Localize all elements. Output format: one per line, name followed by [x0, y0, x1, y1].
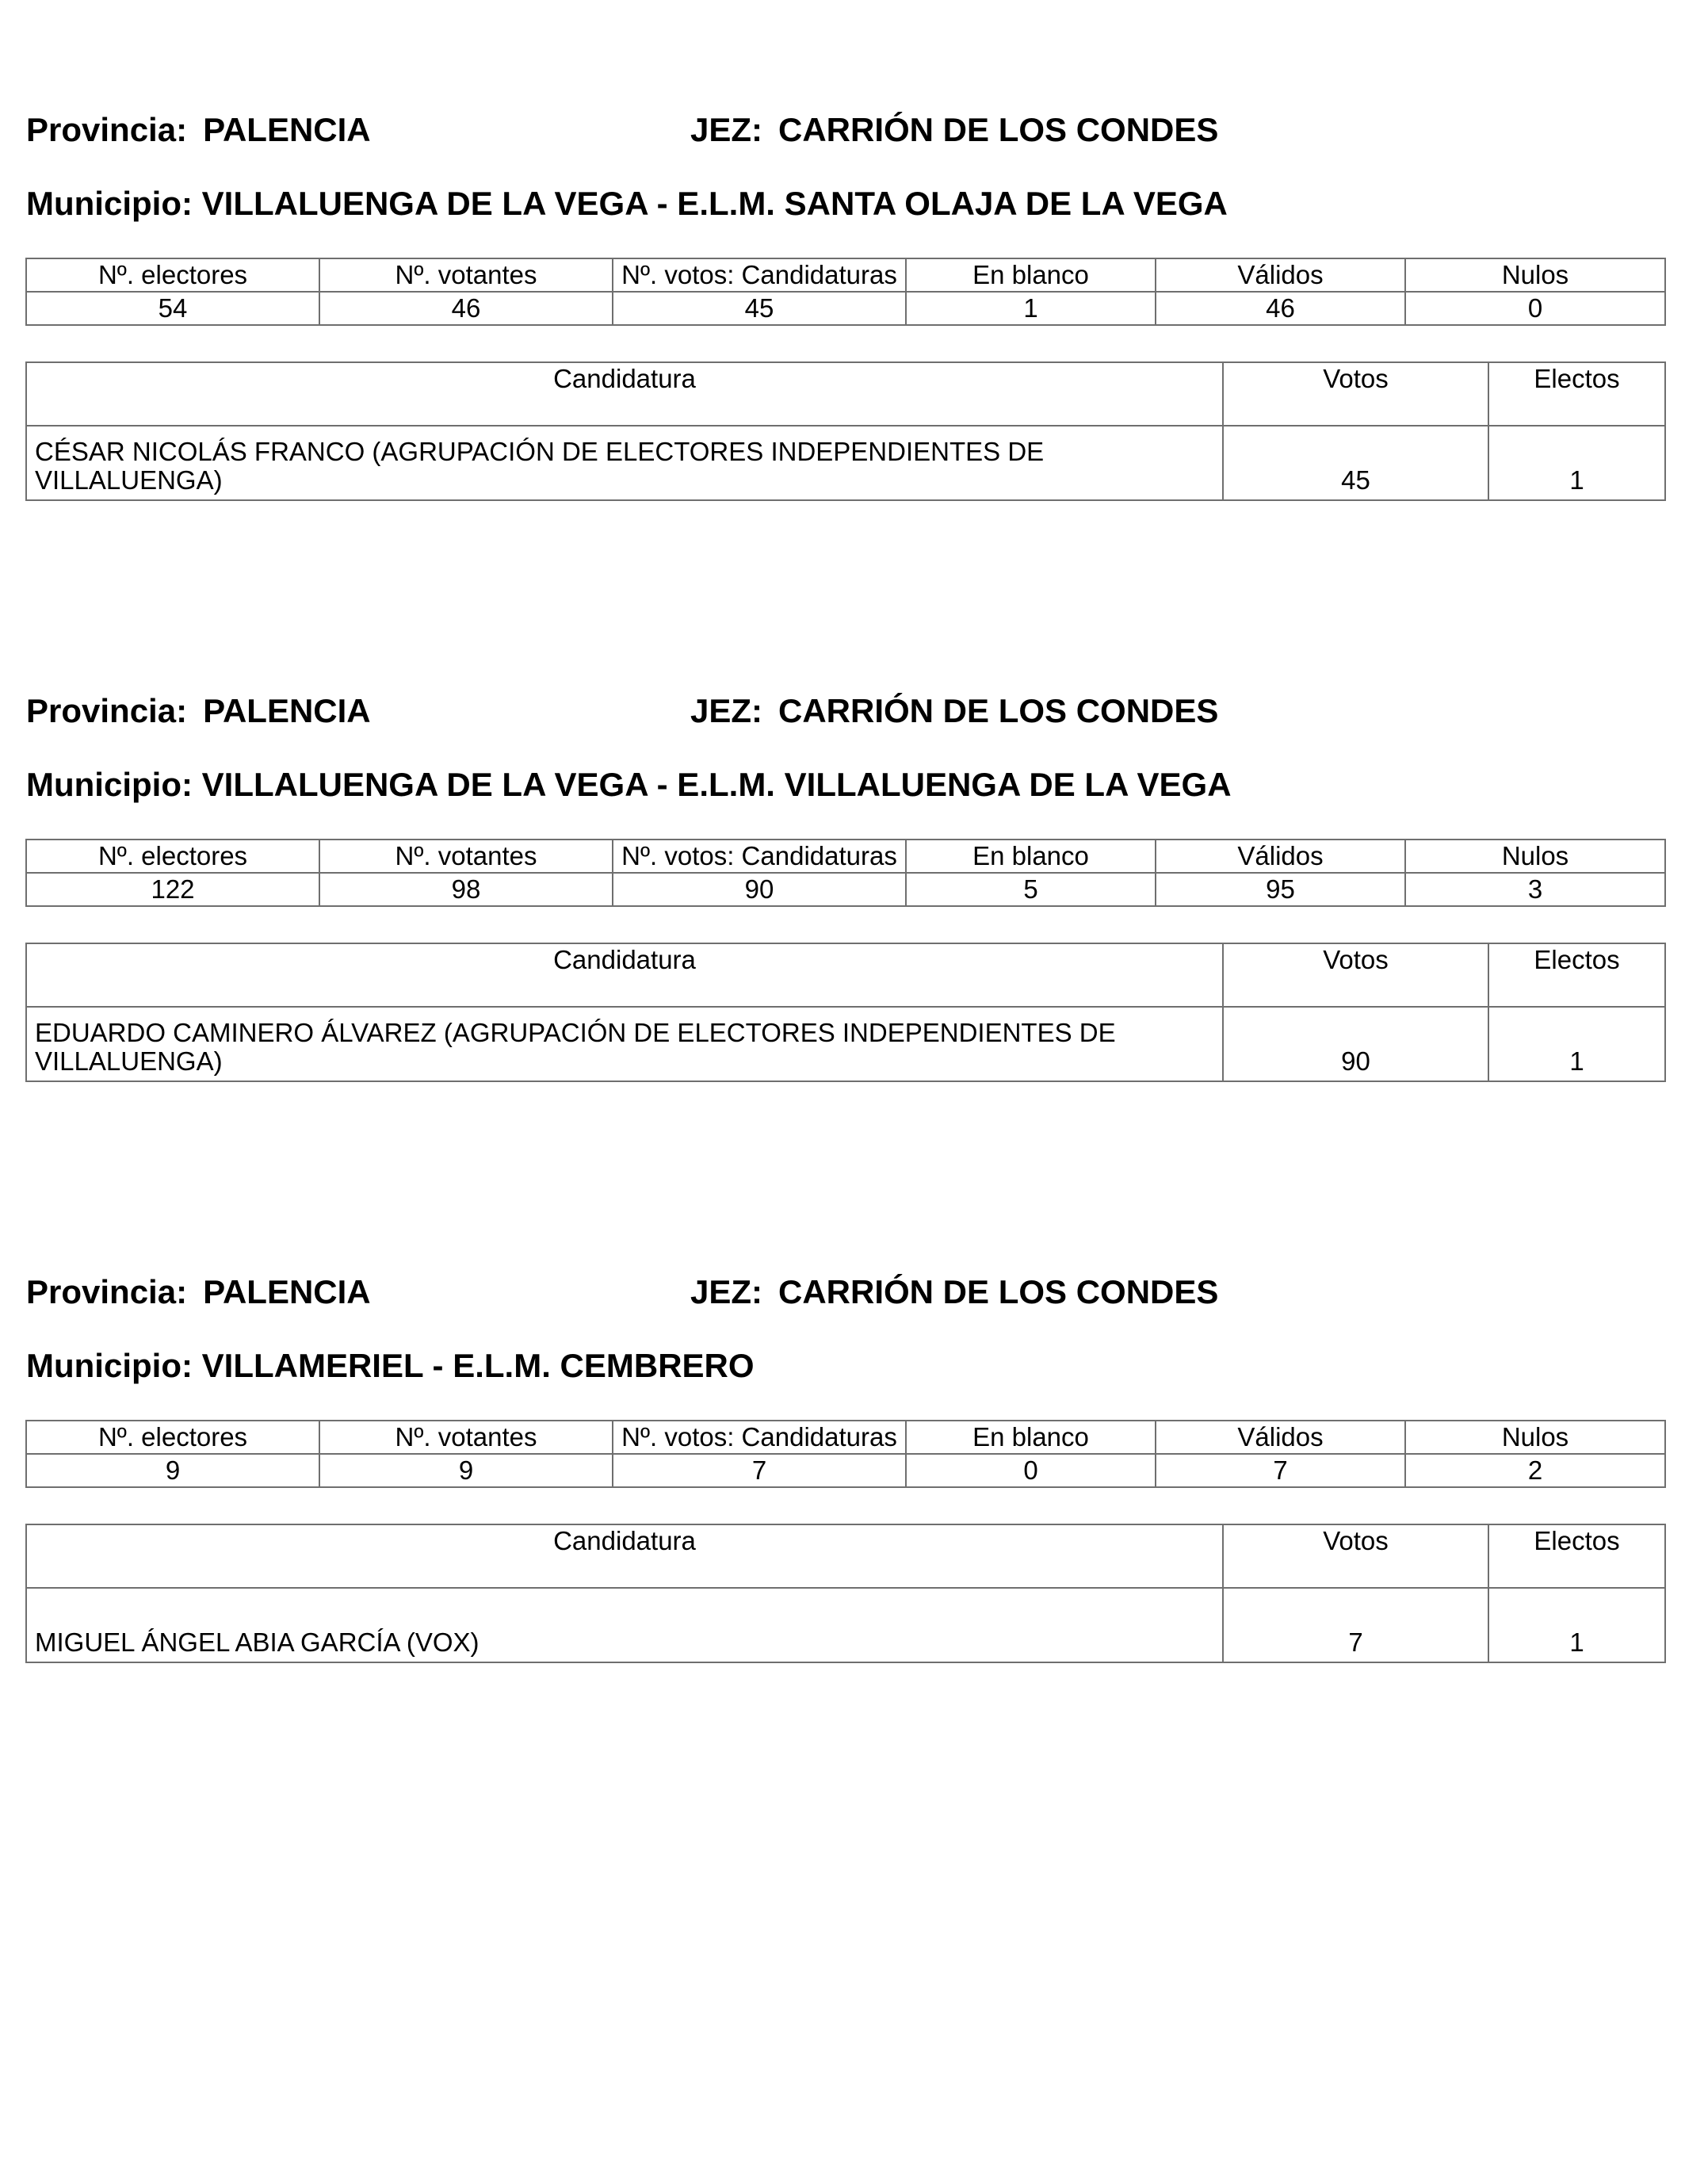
candidate-name: MIGUEL ÁNGEL ABIA GARCÍA (VOX)	[26, 1588, 1223, 1662]
candidatura-header: Candidatura	[26, 943, 1223, 1007]
jez-value: CARRIÓN DE LOS CONDES	[778, 692, 1219, 729]
provincia-value: PALENCIA	[203, 111, 371, 148]
stats-header-votos-candidaturas: Nº. votos: Candidaturas	[613, 1421, 906, 1454]
stats-header-electores: Nº. electores	[26, 840, 319, 873]
stats-value-validos: 95	[1156, 873, 1405, 906]
stats-header-votantes: Nº. votantes	[319, 1421, 613, 1454]
jez-label: JEZ:	[690, 111, 763, 148]
stats-table	[25, 258, 1666, 326]
municipio-line	[26, 1347, 755, 1385]
stats-value-row	[26, 1454, 1665, 1487]
candidates-table	[25, 1524, 1666, 1663]
result-section	[0, 0, 1685, 555]
municipio-label: Municipio:	[26, 185, 193, 222]
stats-table	[25, 839, 1666, 907]
candidates-header-row	[26, 362, 1665, 426]
table-row	[26, 1007, 1665, 1081]
jez-line	[690, 1273, 1218, 1311]
jez-line	[690, 692, 1218, 730]
stats-value-votos-candidaturas: 90	[613, 873, 906, 906]
stats-header-en-blanco: En blanco	[906, 1421, 1156, 1454]
stats-value-electores: 122	[26, 873, 319, 906]
votos-header: Votos	[1223, 943, 1488, 1007]
votos-header: Votos	[1223, 362, 1488, 426]
stats-value-votantes: 98	[319, 873, 613, 906]
candidate-electos: 1	[1488, 1007, 1665, 1081]
municipio-value: VILLAMERIEL - E.L.M. CEMBRERO	[201, 1347, 755, 1384]
provincia-value: PALENCIA	[203, 1273, 371, 1310]
stats-header-nulos: Nulos	[1405, 258, 1665, 292]
municipio-value: VILLALUENGA DE LA VEGA - E.L.M. SANTA OLAJA DE LA VEGA	[201, 185, 1228, 222]
jez-label: JEZ:	[690, 692, 763, 729]
candidate-votos: 7	[1223, 1588, 1488, 1662]
stats-header-row	[26, 1421, 1665, 1454]
jez-value: CARRIÓN DE LOS CONDES	[778, 1273, 1219, 1310]
stats-header-row	[26, 258, 1665, 292]
electos-header: Electos	[1488, 362, 1665, 426]
stats-header-votos-candidaturas: Nº. votos: Candidaturas	[613, 840, 906, 873]
votos-header: Votos	[1223, 1524, 1488, 1588]
jez-value: CARRIÓN DE LOS CONDES	[778, 111, 1219, 148]
table-row	[26, 1588, 1665, 1662]
stats-header-nulos: Nulos	[1405, 1421, 1665, 1454]
stats-header-validos: Válidos	[1156, 258, 1405, 292]
provincia-label: Provincia:	[26, 1273, 188, 1310]
candidates-header-row	[26, 943, 1665, 1007]
result-section	[0, 1162, 1685, 1717]
stats-value-row	[26, 292, 1665, 325]
stats-header-votos-candidaturas: Nº. votos: Candidaturas	[613, 258, 906, 292]
municipio-label: Municipio:	[26, 1347, 193, 1384]
stats-value-validos: 46	[1156, 292, 1405, 325]
candidate-electos: 1	[1488, 1588, 1665, 1662]
stats-value-electores: 54	[26, 292, 319, 325]
stats-value-votos-candidaturas: 45	[613, 292, 906, 325]
stats-header-electores: Nº. electores	[26, 258, 319, 292]
municipio-value: VILLALUENGA DE LA VEGA - E.L.M. VILLALUENGA DE LA VEGA	[201, 766, 1232, 803]
candidate-name: EDUARDO CAMINERO ÁLVAREZ (AGRUPACIÓN DE ELECTORES INDEPENDIENTES DE VILLALUENGA)	[26, 1007, 1223, 1081]
provincia-line	[26, 692, 371, 730]
result-section	[0, 581, 1685, 1136]
stats-value-nulos: 3	[1405, 873, 1665, 906]
stats-header-votantes: Nº. votantes	[319, 840, 613, 873]
candidate-votos: 45	[1223, 426, 1488, 500]
candidates-table	[25, 361, 1666, 501]
candidate-votos: 90	[1223, 1007, 1488, 1081]
stats-value-en-blanco: 5	[906, 873, 1156, 906]
electos-header: Electos	[1488, 1524, 1665, 1588]
candidatura-header: Candidatura	[26, 362, 1223, 426]
candidate-name: CÉSAR NICOLÁS FRANCO (AGRUPACIÓN DE ELECTORES INDEPENDIENTES DE VILLALUENGA)	[26, 426, 1223, 500]
provincia-value: PALENCIA	[203, 692, 371, 729]
provincia-line	[26, 1273, 371, 1311]
stats-value-en-blanco: 0	[906, 1454, 1156, 1487]
provincia-label: Provincia:	[26, 111, 188, 148]
stats-header-en-blanco: En blanco	[906, 840, 1156, 873]
table-row	[26, 426, 1665, 500]
municipio-line	[26, 766, 1232, 804]
provincia-line	[26, 111, 371, 149]
candidates-table	[25, 943, 1666, 1082]
electos-header: Electos	[1488, 943, 1665, 1007]
stats-value-nulos: 2	[1405, 1454, 1665, 1487]
provincia-label: Provincia:	[26, 692, 188, 729]
stats-header-row	[26, 840, 1665, 873]
stats-value-electores: 9	[26, 1454, 319, 1487]
stats-header-validos: Válidos	[1156, 840, 1405, 873]
candidates-header-row	[26, 1524, 1665, 1588]
municipio-line	[26, 185, 1228, 223]
stats-value-votantes: 46	[319, 292, 613, 325]
stats-value-row	[26, 873, 1665, 906]
stats-value-votantes: 9	[319, 1454, 613, 1487]
jez-line	[690, 111, 1218, 149]
stats-header-nulos: Nulos	[1405, 840, 1665, 873]
stats-header-votantes: Nº. votantes	[319, 258, 613, 292]
stats-value-votos-candidaturas: 7	[613, 1454, 906, 1487]
stats-header-en-blanco: En blanco	[906, 258, 1156, 292]
candidatura-header: Candidatura	[26, 1524, 1223, 1588]
candidate-electos: 1	[1488, 426, 1665, 500]
municipio-label: Municipio:	[26, 766, 193, 803]
stats-value-en-blanco: 1	[906, 292, 1156, 325]
jez-label: JEZ:	[690, 1273, 763, 1310]
stats-table	[25, 1420, 1666, 1488]
stats-value-nulos: 0	[1405, 292, 1665, 325]
stats-header-validos: Válidos	[1156, 1421, 1405, 1454]
stats-value-validos: 7	[1156, 1454, 1405, 1487]
stats-header-electores: Nº. electores	[26, 1421, 319, 1454]
